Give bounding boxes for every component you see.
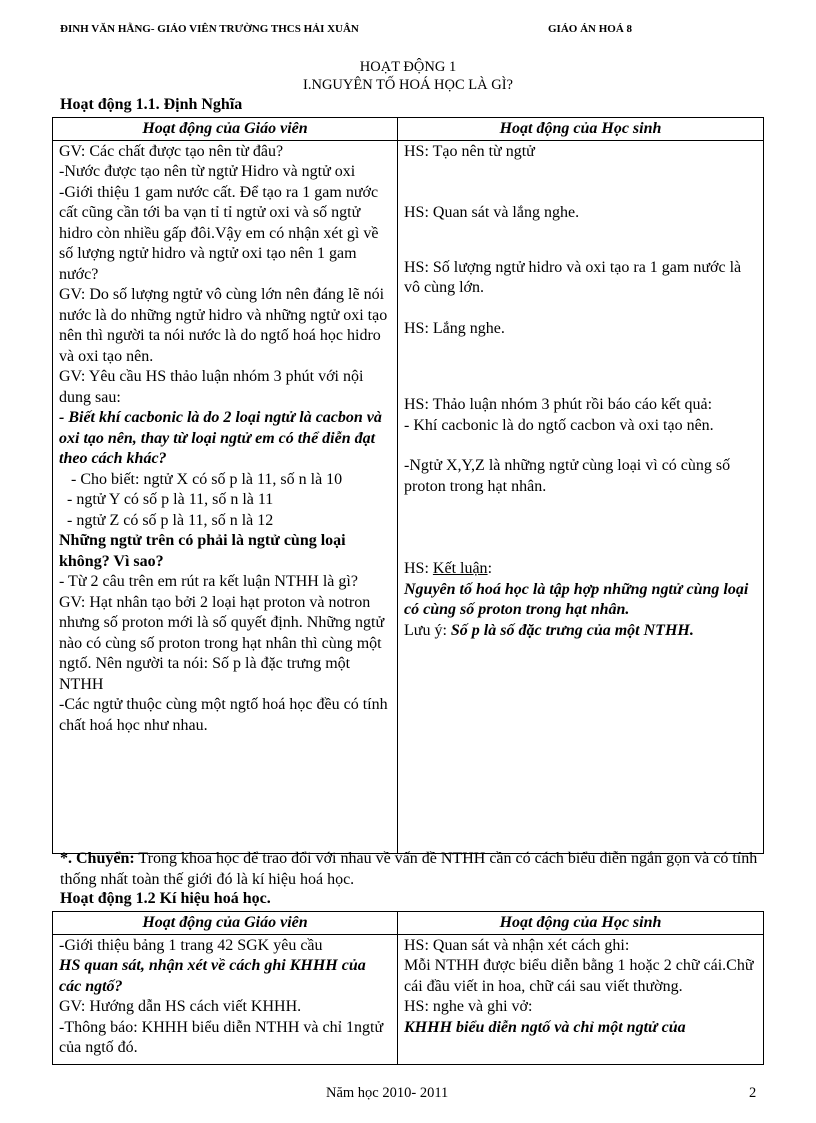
student-bold-line: KHHH biểu diễn ngtố và chỉ một ngtử của [404, 1018, 686, 1036]
teacher-line: GV: Hướng dẫn HS cách viết KHHH. [59, 998, 302, 1015]
student-line [404, 559, 757, 580]
page-number: 2 [749, 1085, 757, 1101]
teacher-line: -Nước được tạo nên từ ngtử Hidro và ngtử oxi [59, 163, 356, 180]
teacher-question: - Biết khí cacbonic là do 2 loại ngtử là cacbon và oxi tạo nên, thay từ loại ngtử em có thể diễn đạt theo cách khác? [59, 409, 382, 467]
conclusion-suffix: : [487, 560, 493, 577]
page-header [60, 23, 760, 39]
activity-title: HOẠT ĐỘNG 1 [359, 59, 457, 75]
student-line: HS: Số lượng ngtử hidro và oxi tạo ra 1 gam nước là vô cùng lớn. [404, 258, 742, 296]
teacher-line: -Giới thiệu 1 gam nước cất. Để tạo ra 1 gam nước cất cũng cần tới ba vạn tỉ tỉ ngtử oxi và số ngtử hidro còn nhiều gấp đôi.Vậy em có nhận xét gì về số lượng ngtử hidro và ngtử oxi tạo nên 1 gam nước? [59, 183, 379, 283]
student-line: HS: Quan sát và nhận xét cách ghi: [404, 936, 630, 954]
teacher-line: - ngtử Y có số p là 11, số n là 11 [67, 491, 274, 508]
teacher-cell [53, 140, 398, 853]
table-row [53, 140, 764, 853]
teacher-line: GV: Các chất được tạo nên từ đâu? [59, 142, 284, 160]
teacher-question: Những ngtử trên có phải là ngtử cùng loại không? Vì sao? [59, 532, 346, 570]
conclusion-label: Kết luận [432, 560, 488, 577]
table-row [53, 934, 764, 1064]
teacher-line: GV: Do số lượng ngtử vô cùng lớn nên đáng lẽ nói nước là do những ngtử hidro và những ngtử oxi tạo nên thì người ta nói nước là do ngtố hoá học hidro và oxi tạo nên. [59, 286, 388, 365]
col-student-header: Hoạt động của Học sinh [398, 118, 764, 141]
definition-text: Nguyên tố hoá học là tập hợp những ngtử cùng loại có cùng số proton trong hạt nhân. [404, 580, 749, 618]
note-prefix: Lưu ý: [404, 621, 451, 639]
student-line: HS: Lắng nghe. [404, 319, 505, 337]
teacher-line: -Các ngtử thuộc cùng một ngtố hoá học đều có tính chất hoá học như nhau. [59, 696, 388, 734]
student-line: Mỗi NTHH được biểu diễn bằng 1 hoặc 2 chữ cái.Chữ cái đầu viết in hoa, chữ cái sau viết thường. [404, 957, 754, 995]
student-cell [398, 140, 764, 853]
activity-table-2 [52, 911, 764, 1065]
teacher-line: - Cho biết: ngtử X có số p là 11, số n là 10 [71, 470, 343, 488]
student-line: HS: Thảo luận nhóm 3 phút rồi báo cáo kết quả: [404, 396, 713, 413]
teacher-line: - Từ 2 câu trên em rút ra kết luận NTHH là gì? [59, 573, 358, 590]
col-teacher-header: Hoạt động của Giáo viên [53, 118, 398, 141]
teacher-line: GV: Hạt nhân tạo bởi 2 loại hạt proton và notron nhưng số proton mới là số quyết định. Những ngtử nào có cùng số proton trong hạt nhân thì cùng một ngtố. Nên người ta nói: Số p là đặc trưng một NTHH [59, 593, 385, 693]
activity-table-1 [52, 117, 764, 854]
header-author: ĐINH VĂN HẰNG- GIÁO VIÊN TRƯỜNG THCS HẢI XUÂN [60, 23, 359, 35]
student-line [404, 621, 757, 642]
transition-text: Trong khoa học để trao đổi với nhau về vấn đề NTHH cần có cách biểu diễn ngắn gọn và có tính thống nhất toàn thế giới đó là kí hiệu hoá học. [60, 850, 758, 888]
note-bold: Số p là số đặc trưng của một NTHH. [450, 621, 694, 639]
teacher-line: GV: Yêu cầu HS thảo luận nhóm 3 phút với nội dung sau: [59, 368, 364, 406]
conclusion-prefix: HS: [404, 560, 433, 577]
transition-paragraph [60, 848, 770, 890]
teacher-question: HS quan sát, nhận xét về cách ghi KHHH của các ngtố? [59, 957, 366, 995]
teacher-cell [53, 934, 398, 1064]
teacher-line: -Giới thiệu bảng 1 trang 42 SGK yêu cầu [59, 936, 323, 954]
student-line: -Ngtử X,Y,Z là những ngtử cùng loại vì có cùng số proton trong hạt nhân. [404, 457, 731, 495]
subsection-heading-2: Hoạt động 1.2 Kí hiệu hoá học. [60, 890, 271, 907]
transition-label: *. Chuyển: [60, 850, 135, 867]
teacher-line: - ngtử Z có số p là 11, số n là 12 [67, 511, 274, 529]
header-subject: GIÁO ÁN HOÁ 8 [548, 23, 633, 35]
table-header-row [53, 118, 764, 141]
student-line: HS: Quan sát và lắng nghe. [404, 204, 580, 221]
table-header-row [53, 912, 764, 935]
col-student-header: Hoạt động của Học sinh [398, 912, 764, 935]
student-line: HS: Tạo nên từ ngtử [404, 142, 535, 160]
student-line: - Khí cacbonic là do ngtố cacbon và oxi tạo nên. [404, 416, 714, 434]
section-title: I.NGUYÊN TỐ HOÁ HỌC LÀ GÌ? [303, 77, 513, 93]
student-cell [398, 934, 764, 1064]
teacher-line: -Thông báo: KHHH biểu diễn NTHH và chỉ 1ngtử của ngtố đó. [59, 1018, 384, 1056]
footer-year: Năm học 2010- 2011 [326, 1085, 449, 1101]
col-teacher-header: Hoạt động của Giáo viên [53, 912, 398, 935]
student-line: HS: nghe và ghi vở: [404, 998, 533, 1015]
subsection-heading-1: Hoạt động 1.1. Định Nghĩa [60, 96, 243, 113]
